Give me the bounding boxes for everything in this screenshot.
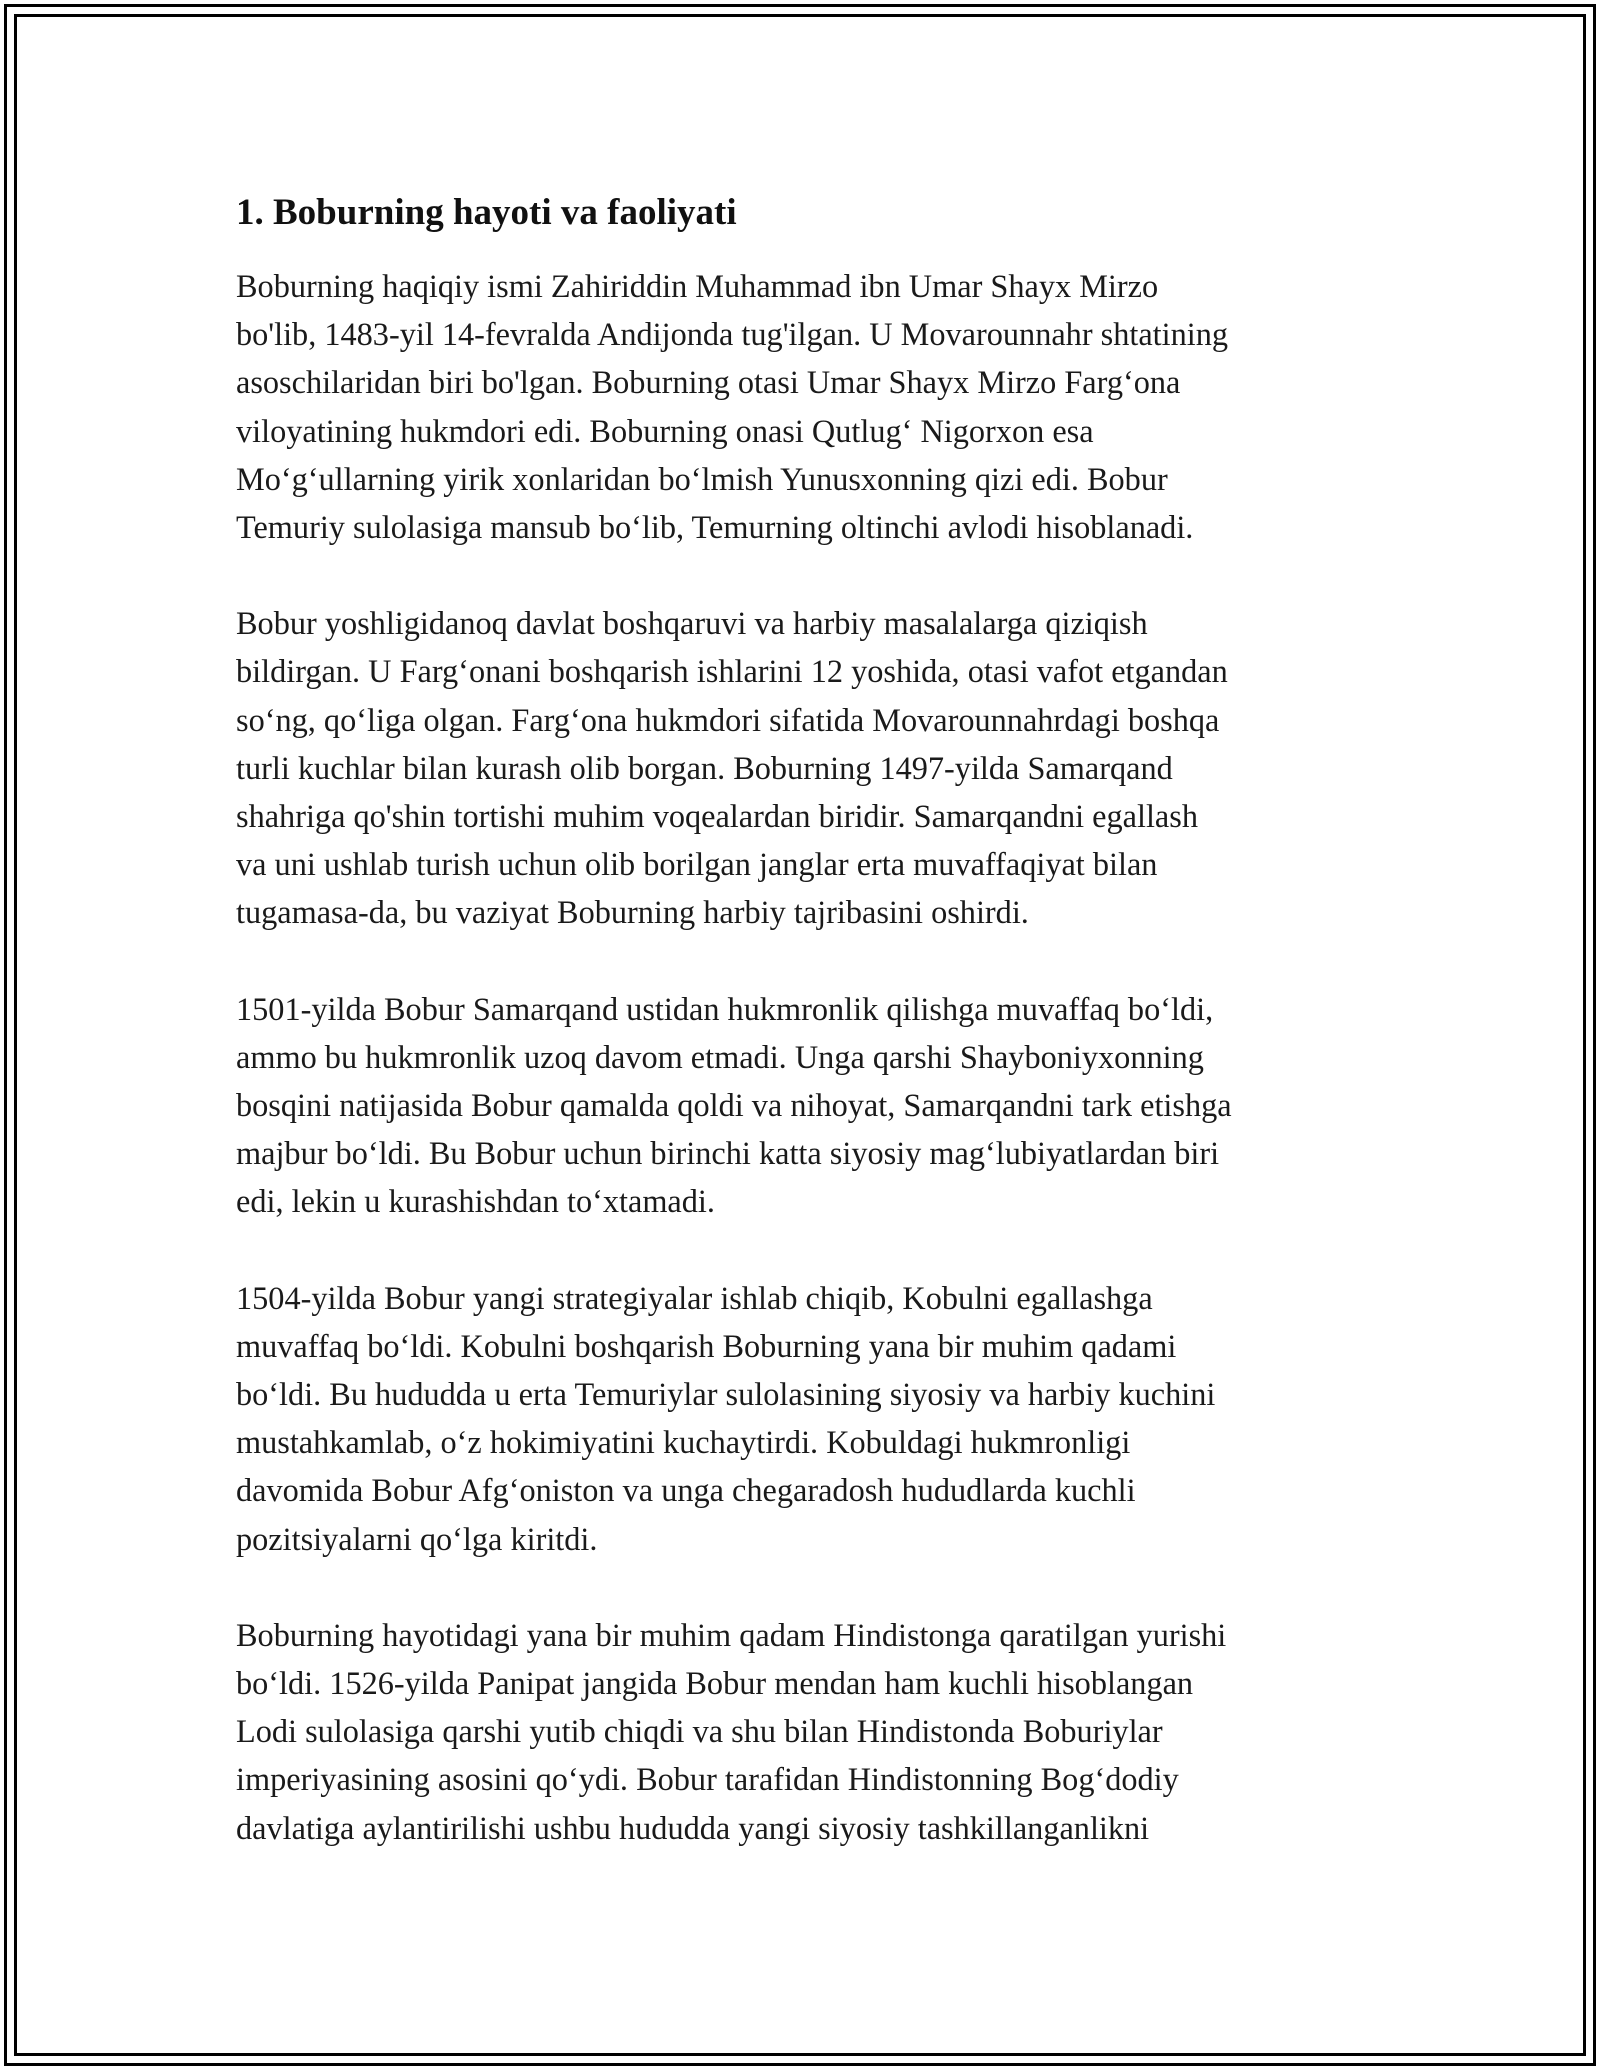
paragraph-3: 1501-yilda Bobur Samarqand ustidan hukmronlik qilishga muvaffaq bo‘ldi, ammo bu hukmronlik uzoq davom etmadi. Unga qarshi Shayboniyxonning bosqini natijasida Bobur qamalda qoldi va nihoyat, Samarqandni tark etishga majbur bo‘ldi. Bu Bobur uchun birinchi katta siyosiy mag‘lubiyatlardan biri edi, lekin u kurashishdan to‘xtamadi. (236, 990, 1232, 1220)
section-heading: 1. Boburning hayoti va faoliyati (236, 192, 737, 233)
paragraph-4: 1504-yilda Bobur yangi strategiyalar ishlab chiqib, Kobulni egallashga muvaffaq bo‘ldi. Kobulni boshqarish Boburning yana bir muhim qadami bo‘ldi. Bu hududda u erta Temuriylar sulolasining siyosiy va harbiy kuchini mustahkamlab, o‘z hokimiyatini kuchaytirdi. Kobuldagi hukmronligi davomida Bobur Afg‘oniston va unga chegaradosh hududlarda kuchli pozitsiyalarni qo‘lga kiritdi. (236, 1279, 1216, 1557)
paragraph-5: Boburning hayotidagi yana bir muhim qadam Hindistonga qaratilgan yurishi bo‘ldi. 1526-yilda Panipat jangida Bobur mendan ham kuchli hisoblangan Lodi sulolasiga qarshi yutib chiqdi va shu bilan Hindistonda Boburiylar imperiyasining asosini qo‘ydi. Bobur tarafidan Hindistonning Bog‘dodiy davlatiga aylantirilishi ushbu hududda yangi siyosiy tashkillanganlikni (236, 1616, 1227, 1846)
document-body (236, 186, 1376, 1900)
paragraph-1: Boburning haqiqiy ismi Zahiriddin Muhammad ibn Umar Shayx Mirzo bo'lib, 1483-yil 14-fevralda Andijonda tug'ilgan. U Movarounnahr shtatining asoschilaridan biri bo'lgan. Boburning otasi Umar Shayx Mirzo Farg‘ona viloyatining hukmdori edi. Boburning onasi Qutlug‘ Nigorxon esa Mo‘g‘ullarning yirik xonlaridan bo‘lmish Yunusxonning qizi edi. Bobur Temuriy sulolasiga mansub bo‘lib, Temurning oltinchi avlodi hisoblanadi. (236, 268, 1229, 546)
paragraph-2: Bobur yoshligidanoq davlat boshqaruvi va harbiy masalalarga qiziqish bildirgan. U Farg‘onani boshqarish ishlarini 12 yoshida, otasi vafot etgandan so‘ng, qo‘liga olgan. Farg‘ona hukmdori sifatida Movarounnahrdagi boshqa turli kuchlar bilan kurash olib borgan. Boburning 1497-yilda Samarqand shahriga qo'shin tortishi muhim voqealardan biridir. Samarqandni egallash va uni ushlab turish uchun olib borilgan janglar erta muvaffaqiyat bilan tugamasa-da, bu vaziyat Boburning harbiy tajribasini oshirdi. (236, 605, 1228, 931)
